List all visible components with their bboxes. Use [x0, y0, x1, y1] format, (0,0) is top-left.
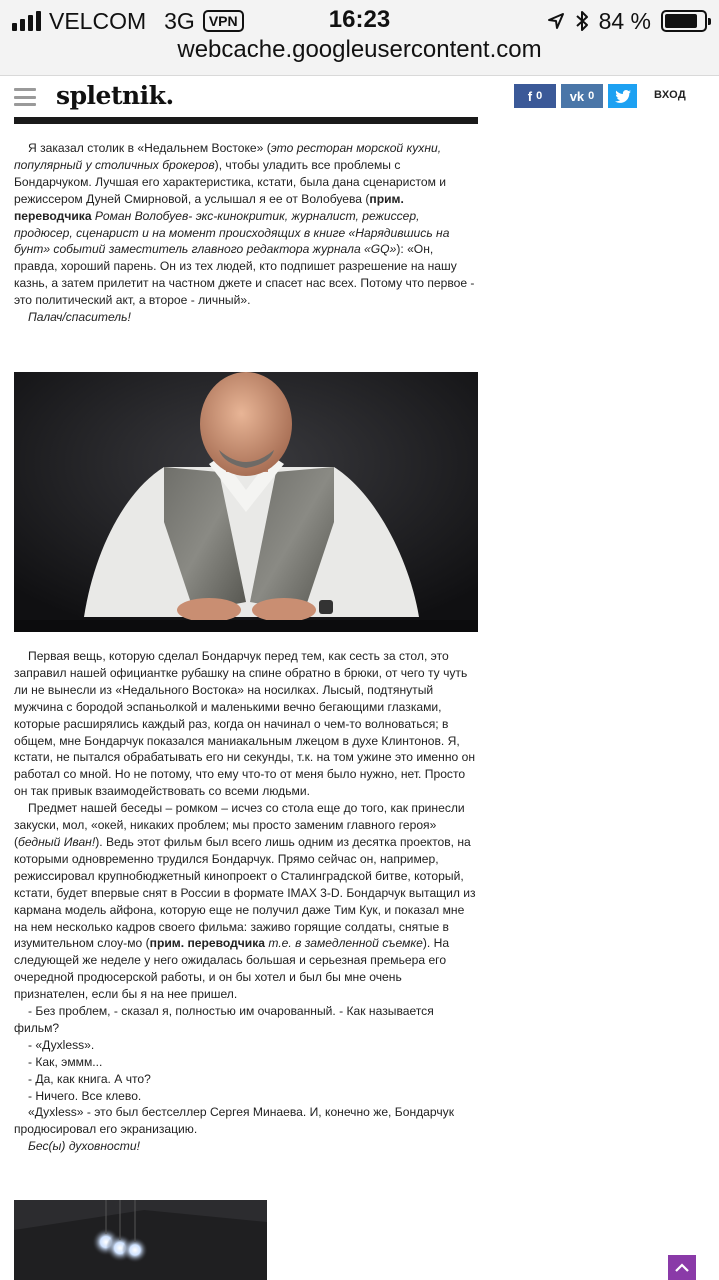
vk-share-button[interactable] — [561, 84, 603, 108]
facebook-share-count: 0 — [536, 90, 543, 102]
italic-note: бедный Иван! — [18, 834, 96, 849]
italic-note: это ресторан морской кухни, популярный у столичных брокеров — [14, 141, 442, 172]
site-header — [0, 77, 719, 117]
status-time: 16:23 — [328, 6, 391, 33]
dialogue-line: - «Духless». — [28, 1037, 95, 1052]
stage-lights-photo — [14, 1200, 267, 1280]
url-bar[interactable]: webcache.googleusercontent.com — [177, 36, 542, 63]
login-link[interactable]: ВХОД — [654, 89, 687, 101]
article-paragraph-2 — [14, 648, 477, 1155]
article-photo — [14, 372, 478, 632]
dialogue-line: - Как, эммм... — [28, 1054, 103, 1069]
ios-status-bar — [0, 0, 719, 76]
scroll-to-top-button[interactable] — [668, 1255, 696, 1280]
article-photo-2 — [14, 1200, 267, 1280]
twitter-share-button[interactable] — [608, 84, 637, 108]
facebook-share-button[interactable] — [514, 84, 556, 108]
battery-icon — [661, 10, 707, 32]
vpn-badge: VPN — [203, 10, 244, 32]
translator-note-label: прим. переводчика — [149, 936, 266, 951]
facebook-icon: f — [527, 88, 533, 104]
dialogue-line: - Без проблем, - сказал я, полностью им очарованный. - Как называется фильм? — [14, 1004, 434, 1035]
text-segment: ). На следующей же неделе у него ожидалась большая и серьезная премьера его очередной продюсерской работы, и он бы хотел и был бы мне очень признателен, если бы я на нее пришел. — [14, 936, 450, 1002]
bluetooth-icon — [575, 10, 589, 32]
article-paragraph-1 — [14, 140, 477, 326]
text-segment: ). Ведь этот фильм был всего лишь одним из десятка проектов, на которыми одновременно трудился Бондарчук. Прямо сейчас он, например, режиссировал крупнобюджетный кинопроект о Сталинградской битве, который, кстати, будет впервые снят в России в формате IMAX 3-D. Бондарчук вытащил из кармана модель айфона, которую еще не получил даже Тим Кук, и показал мне на нем несколько кадров своего фильма: заживо горящие солдаты, снятые в изумительном слоу-мо ( — [14, 834, 476, 951]
location-arrow-icon — [547, 12, 565, 30]
translator-note: Роман Волобуев- экс-кинокритик, журналист, режиссер, продюсер, сценарист и на момент происходящих в книге «Нарядившись на бунт» событий заместитель главного редактора журнала «GQ» — [14, 208, 450, 257]
paragraph-text: Первая вещь, которую сделал Бондарчук перед тем, как сесть за стол, это заправил нашей официантке рубашку на спине обратно в брюки, от чего ту чуть ли не вынесли из «Недального Востока» на носилках. Лысый, подтянутый мужчина с бородой эспаньолкой и маленькими вечно бегающими глазками, которые расширялись каждый раз, когда он начинал о чем-то волноваться; в общем, мне Бондарчук показался маниакальным лжецом в духе Клинтонов. Я, кстати, не пытался обрабатывать его ни секунды, т.к. на том ужине это именно он работал со мной. Но не потому, что ему что-то от меня было нужно, нет. Просто он так привык взаимодействовать со всеми людьми. — [14, 649, 476, 799]
text-segment: Я заказал столик в «Недальнем Востоке» ( — [28, 141, 271, 155]
man-in-vest-photo — [14, 372, 478, 632]
text-segment: ), чтобы уладить все проблемы с Бондарчуком. Лучшая его характеристика, кстати, была дана сценаристом и режиссером Дуней Смирновой, а услышал я ее от Волобуева ( — [14, 157, 447, 206]
status-right — [547, 8, 707, 34]
battery-percent: 84 % — [598, 7, 651, 34]
text-segment: Предмет нашей беседы – ромком – исчез со стола еще до того, как принесли закуски, мол, «окей, никаких проблем; мы просто заменим главного героя» ( — [14, 801, 465, 849]
battery-level — [665, 14, 697, 28]
previous-photo-edge — [14, 117, 478, 124]
carrier-name: VELCOM — [49, 7, 147, 34]
translator-note: т.е. в замедленной съемке — [265, 936, 423, 951]
vk-share-count: 0 — [588, 90, 595, 102]
menu-icon[interactable] — [14, 88, 36, 106]
chevron-up-icon — [674, 1263, 690, 1273]
paragraph-text: «Духless» - это был бестселлер Сергея Минаева. И, конечно же, Бондарчук продюсировал его экранизацию. — [14, 1105, 455, 1137]
section-heading: Бес(ы) духовности! — [28, 1139, 140, 1154]
text-segment: ): «Он, правда, хороший парень. Он из тех людей, кто подпишет разрешение на нашу казнь, а затем прилетит на частном джете и спасет нас всех. Потому что первое - это политический акт, а второе - личный». — [14, 242, 475, 308]
twitter-bird-icon — [615, 90, 631, 103]
section-heading: Палач/спаситель! — [28, 310, 131, 325]
network-type: 3G — [164, 7, 195, 34]
dialogue-line: - Ничего. Все клево. — [28, 1088, 142, 1103]
site-logo[interactable]: spletnik. — [56, 81, 174, 110]
dialogue-line: - Да, как книга. А что? — [28, 1071, 151, 1086]
translator-note-label: прим. переводчика — [14, 191, 404, 223]
vk-icon: vk — [569, 88, 585, 104]
